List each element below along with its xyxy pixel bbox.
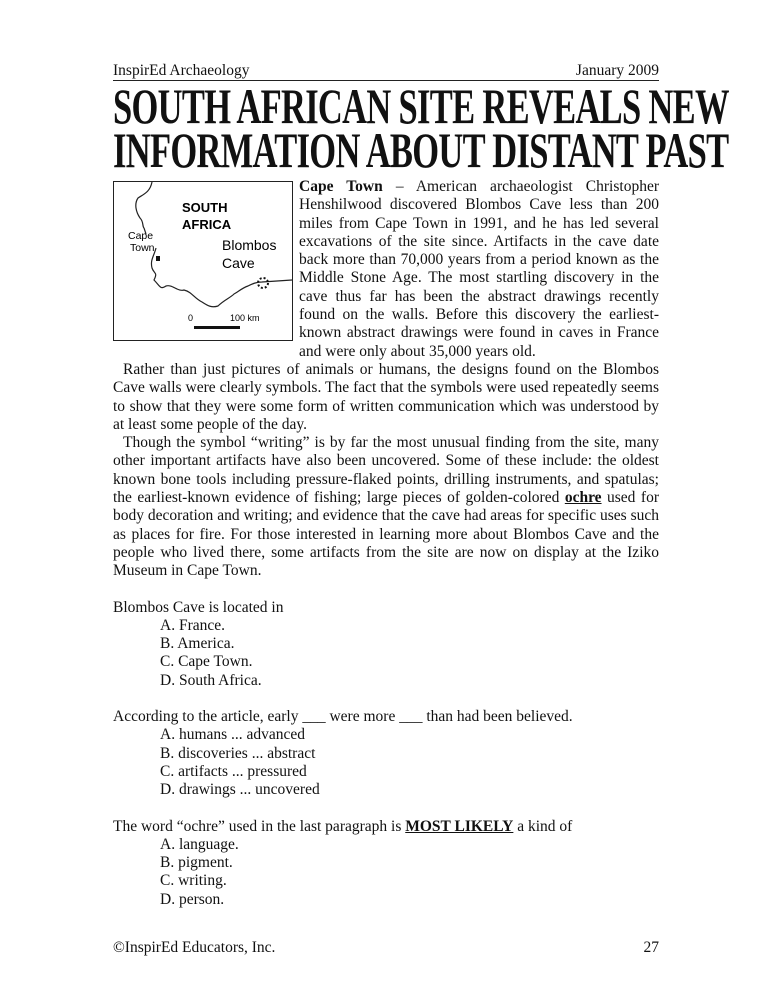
answer-option: C. Cape Town. xyxy=(160,653,253,671)
stem-text-a: The word “ochre” used in the last paragraph is xyxy=(113,817,406,835)
headline-line-1: SOUTH AFRICAN SITE REVEALS NEW xyxy=(113,78,729,134)
answer-option: D. South Africa. xyxy=(160,671,262,689)
issue-date: January 2009 xyxy=(575,62,659,79)
page-footer xyxy=(113,939,659,957)
question-3 xyxy=(113,818,659,909)
article-paragraph-3 xyxy=(113,434,659,580)
blombos-cave-marker xyxy=(258,278,268,288)
scale-end-label: 100 km xyxy=(230,313,260,323)
stem-emphasis: MOST LIKELY xyxy=(405,817,514,835)
copyright: ©InspirEd Educators, Inc. xyxy=(113,938,276,956)
south-africa-map xyxy=(114,182,292,340)
answer-option: A. France. xyxy=(160,616,225,634)
scale-bar xyxy=(194,326,240,329)
dateline: Cape Town xyxy=(299,178,383,195)
question-stem: Blombos Cave is located in xyxy=(113,598,284,616)
ochre-term: ochre xyxy=(564,489,602,507)
question-2 xyxy=(113,708,659,799)
answer-option: C. artifacts ... pressured xyxy=(160,762,307,780)
publication-name: InspirEd Archaeology xyxy=(113,62,250,79)
answer-option: B. pigment. xyxy=(160,854,233,872)
paragraph-3-text-a: Though the symbol “writing” is by far the most unusual finding from the site, many other important artifacts have also been uncovered. Some of these include: the oldest known bone tools including pressure-flaked points, drilling instruments, and spatulas; the earliest-known evidence of fishing; large pieces of golden-colored xyxy=(113,434,659,507)
map-label-country-1: SOUTH xyxy=(182,200,228,215)
question-1 xyxy=(113,599,659,690)
question-stem: According to the article, early ___ were more ___ than had been believed. xyxy=(113,708,573,726)
stem-text-b: a kind of xyxy=(513,817,573,835)
page-content xyxy=(113,178,659,957)
answer-option: A. humans ... advanced xyxy=(160,726,306,744)
question-stem xyxy=(113,818,659,836)
answer-option: C. writing. xyxy=(160,872,227,890)
map-label-country-2: AFRICA xyxy=(182,217,232,232)
answer-option: D. drawings ... uncovered xyxy=(160,781,320,799)
map-label-city-2: Town xyxy=(130,242,155,254)
article-paragraph-2: Rather than just pictures of animals or humans, the designs found on the Blombos Cave walls were clearly symbols. The fact that the symbols were used repeatedly seems to show that they were some form of written communication which was understood by at least some people of the day. xyxy=(113,360,659,433)
headline-line-2: INFORMATION ABOUT DISTANT PAST xyxy=(113,122,729,178)
map-figure xyxy=(113,181,293,341)
answer-option: B. discoveries ... abstract xyxy=(160,744,316,762)
scale-start-label: 0 xyxy=(188,313,194,323)
answer-option: D. person. xyxy=(160,890,225,908)
answer-option: A. language. xyxy=(160,835,239,853)
map-label-site-1: Blombos xyxy=(222,237,277,253)
headline xyxy=(113,78,729,178)
map-label-city-1: Cape xyxy=(128,230,154,242)
cape-town-marker xyxy=(156,256,160,261)
paragraph-3-text-b: used for body decoration and writing; and evidence that the cave had areas for specific uses such as places for fire. For those interested in learning more about Blombos Cave and the people who lived there, some artifacts from the site are now on display at the Iziko Museum in Cape Town. xyxy=(113,489,659,580)
page-number: 27 xyxy=(643,938,659,956)
answer-option: B. America. xyxy=(160,635,235,653)
article-body xyxy=(113,361,659,581)
map-label-site-2: Cave xyxy=(222,255,255,271)
paragraph-1-text: – American archaeologist Christopher Henshilwood discovered Blombos Cave less than 200 miles from Cape Town in 1991, and he has led several excavations of the site since. Artifacts in the cave date back more than 70,000 years from a period known as the Middle Stone Age. The most startling discovery in the cave thus far has been the abstract drawings recently found on the walls. Before this discovery the earliest-known abstract drawings were found in caves in France and were only about 35,000 years old. xyxy=(299,178,659,360)
